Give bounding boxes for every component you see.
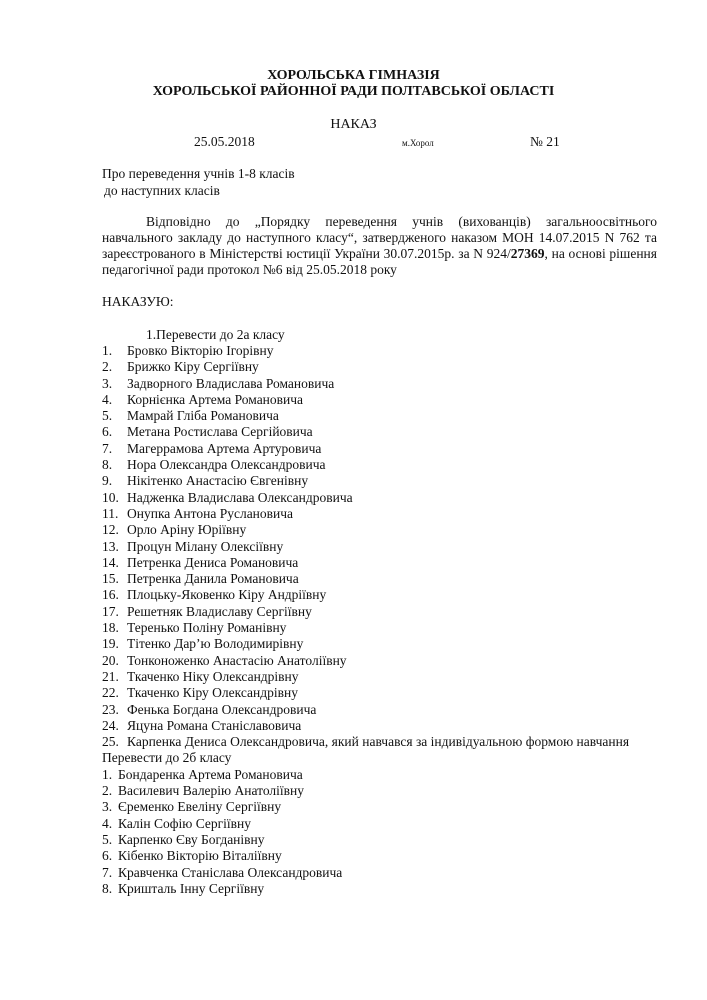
student-name: Онупка Антона Руслановича — [127, 505, 294, 521]
list-item-number: 8. — [102, 880, 113, 896]
list-item-number: 8. — [102, 457, 113, 473]
student-name: Карпенко Єву Богданівну — [118, 831, 265, 847]
student-name: Брижко Кіру Сергіївну — [127, 359, 259, 375]
list-item-number: 16. — [102, 587, 119, 603]
student-name: Бровко Вікторію Ігорівну — [127, 343, 274, 358]
list-item — [102, 799, 658, 815]
student-name: Плоцьку-Яковенко Кіру Андріївну — [127, 587, 327, 603]
student-name: Нора Олександра Олександровича — [127, 457, 326, 473]
student-name: Магеррамова Артема Артуровича — [127, 440, 322, 456]
list-item — [102, 685, 658, 701]
list-item-number: 7. — [102, 864, 113, 880]
list-item — [102, 539, 658, 555]
list-item-number: 11. — [102, 505, 119, 521]
student-name: Фенька Богдана Олександровича — [127, 701, 317, 717]
list-item-number: 23. — [102, 701, 119, 717]
section-2-list — [102, 767, 658, 897]
student-name: Бондаренка Артема Романовича — [118, 766, 303, 782]
student-name: Ткаченко Ніку Олександрівну — [127, 668, 299, 684]
list-item — [102, 571, 658, 587]
list-item — [102, 767, 658, 783]
list-item-number: 24. — [102, 717, 119, 733]
student-name: Ткаченко Кіру Олександрівну — [127, 685, 298, 701]
list-item — [102, 408, 658, 424]
list-item-number: 3. — [102, 375, 113, 391]
list-item-number: 17. — [102, 603, 119, 619]
list-item — [102, 376, 658, 392]
student-name: Калін Софію Сергіївну — [118, 815, 252, 831]
student-name: Мамрай Гліба Романовича — [127, 408, 279, 424]
list-item — [102, 343, 658, 359]
list-item — [102, 392, 658, 408]
list-item — [102, 555, 658, 571]
student-name: Нікітенко Анастасію Євгенівну — [127, 473, 309, 489]
list-item — [102, 734, 658, 750]
student-name: Тітенко Дар’ю Володимирівну — [127, 636, 304, 652]
list-item-number: 22. — [102, 685, 119, 701]
student-name: Метана Ростислава Сергійовича — [127, 424, 313, 440]
school-title: ХОРОЛЬСЬКА ГІМНАЗІЯ — [267, 68, 440, 83]
list-item — [102, 604, 658, 620]
student-name: Кравченка Станіслава Олександровича — [118, 864, 343, 880]
student-name: Кібенко Вікторію Віталіївну — [118, 848, 282, 864]
student-name: Єременко Евеліну Сергіївну — [118, 799, 282, 815]
list-item-number: 15. — [102, 571, 119, 587]
list-item-number: 25. — [102, 734, 119, 750]
order-number: № 21 — [530, 134, 560, 149]
list-item — [102, 702, 658, 718]
list-item — [102, 424, 658, 440]
student-name: Кришталь Інну Сергіївну — [118, 880, 265, 896]
subject-line-1: Про переведення учнів 1-8 класів — [102, 166, 295, 181]
list-item — [102, 473, 658, 489]
council-title: ХОРОЛЬСЬКОЇ РАЙОННОЇ РАДИ ПОЛТАВСЬКОЇ ОБЛАСТІ — [152, 84, 555, 99]
list-item-number: 3. — [102, 799, 113, 815]
list-item — [102, 718, 658, 734]
list-item-number: 21. — [102, 668, 119, 684]
list-item-number: 12. — [102, 522, 119, 538]
preamble-text-b: , на основі рішення педагогічної ради протокол №6 від 25.05.2018 року — [102, 246, 657, 277]
list-item — [102, 441, 658, 457]
list-item-number: 19. — [102, 636, 119, 652]
student-name: Орло Аріну Юріївну — [127, 522, 247, 538]
list-item — [102, 636, 658, 652]
list-item — [102, 522, 658, 538]
section-1-list — [102, 343, 658, 750]
list-item-number: 14. — [102, 554, 119, 570]
list-item-number: 9. — [102, 473, 113, 489]
list-item — [102, 506, 658, 522]
section-1-title: 1.Перевести до 2а класу — [146, 327, 285, 342]
order-date: 25.05.2018 — [194, 134, 255, 149]
student-name: Надженка Владислава Олександровича — [127, 489, 353, 505]
list-item-number: 6. — [102, 848, 113, 864]
document-type: НАКАЗ — [330, 117, 377, 132]
preamble-reg-number: 27369 — [510, 246, 545, 261]
list-item — [102, 783, 658, 799]
list-item — [102, 457, 658, 473]
list-item-number: 5. — [102, 408, 113, 424]
list-item — [102, 832, 658, 848]
list-item-number: 2. — [102, 783, 113, 799]
list-item-number: 6. — [102, 424, 113, 440]
student-name: Решетняк Владиславу Сергіївну — [127, 603, 312, 619]
list-item-number: 4. — [102, 815, 113, 831]
student-name: Василевич Валерію Анатоліївну — [118, 783, 305, 799]
student-name: Петренка Данила Романовича — [127, 571, 299, 587]
student-name: Карпенка Дениса Олександровича, який навчався за індивідуальною формою навчання — [127, 734, 630, 750]
preamble-text-a: Відповідно до „Порядку переведення учнів (вихованців) загальноосвітнього навчального закладу до наступного класу“, затвердженого наказом МОН 14.07.2015 N 762 та зареєстрованого в Міністерстві юстиції України 30.07.2015р. за N 924/ — [102, 214, 657, 261]
list-item — [102, 653, 658, 669]
list-item — [102, 359, 658, 375]
list-item-number: 13. — [102, 538, 119, 554]
preamble — [102, 214, 657, 278]
list-item-number: 10. — [102, 489, 119, 505]
student-name: Тонконоженко Анастасію Анатоліївну — [127, 652, 347, 668]
subject-line-2: до наступних класів — [104, 183, 220, 198]
order-word: НАКАЗУЮ: — [102, 294, 174, 309]
list-item — [102, 587, 658, 603]
student-lists — [102, 343, 658, 897]
list-item-number: 5. — [102, 831, 113, 847]
student-name: Петренка Дениса Романовича — [127, 554, 299, 570]
list-item — [102, 669, 658, 685]
list-item-number: 20. — [102, 652, 119, 668]
student-name: Теренько Поліну Романівну — [127, 620, 287, 636]
list-item-number: 1. — [102, 343, 113, 358]
list-item — [102, 865, 658, 881]
list-item — [102, 881, 658, 897]
student-name: Задворного Владислава Романовича — [127, 375, 335, 391]
student-name: Корнієнка Артема Романовича — [127, 391, 304, 407]
list-item-number: 4. — [102, 391, 113, 407]
list-item-number: 2. — [102, 359, 113, 375]
list-item — [102, 816, 658, 832]
student-name: Яцуна Романа Станіславовича — [127, 717, 302, 733]
list-item-number: 1. — [102, 766, 113, 782]
list-item-number: 7. — [102, 440, 113, 456]
order-place: м.Хорол — [402, 138, 434, 148]
list-item-number: 18. — [102, 620, 119, 636]
list-item — [102, 490, 658, 506]
section-2-title: Перевести до 2б класу — [102, 750, 232, 766]
list-item — [102, 848, 658, 864]
list-item — [102, 620, 658, 636]
student-name: Процун Мілану Олексіївну — [127, 538, 284, 554]
